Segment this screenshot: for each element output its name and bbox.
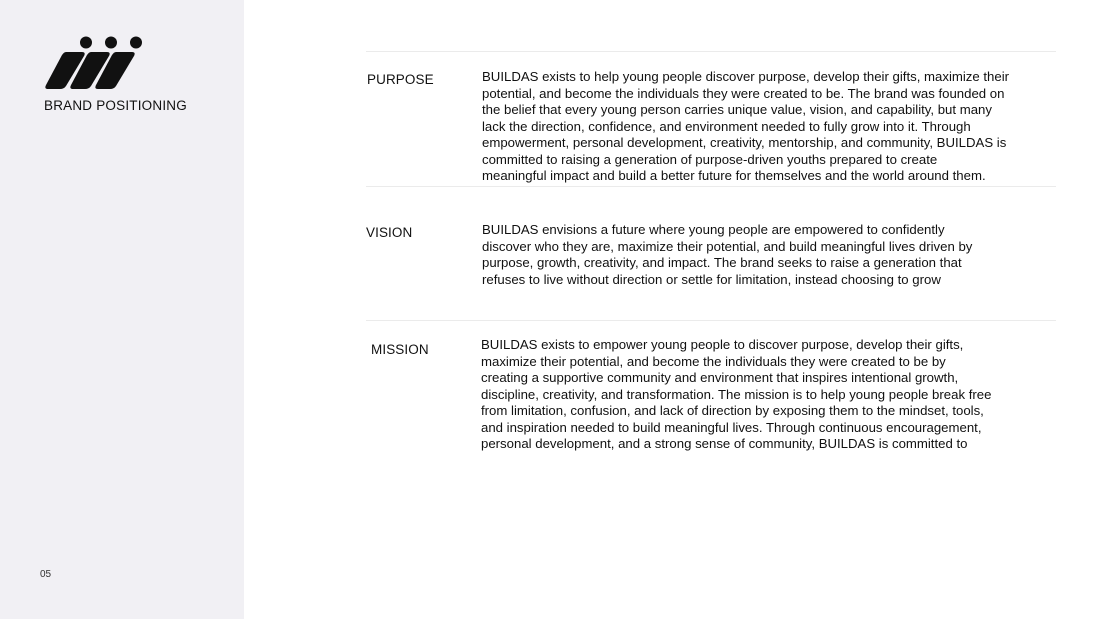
purpose-heading: PURPOSE bbox=[367, 72, 434, 87]
text-line: discover who they are, maximize their potential, and build meaningful lives driven by bbox=[482, 238, 973, 254]
text-line: personal development, and a strong sense of community, BUILDAS is committed to bbox=[481, 436, 968, 451]
text-line: creating a supportive community and environment that inspires intentional growth, bbox=[481, 370, 959, 385]
text-line: BUILDAS exists to empower young people to discover purpose, develop their gifts, bbox=[481, 337, 964, 352]
text-line: from limitation, confusion, and lack of direction by exposing them to the mindset, tools, bbox=[481, 403, 984, 418]
sidebar bbox=[0, 0, 244, 619]
mission-text bbox=[481, 337, 991, 453]
text-line: the belief that every young person carries unique value, vision, and capability, but many bbox=[482, 102, 992, 117]
page-number: 05 bbox=[40, 569, 52, 580]
vision-heading: VISION bbox=[366, 225, 413, 240]
text-line: maximize their potential, and become the individuals they were created to be by bbox=[481, 353, 946, 369]
text-line: committed to raising a generation of purpose-driven youths prepared to create bbox=[482, 151, 938, 167]
text-line: BUILDAS exists to help young people discover purpose, develop their gifts, maximize their bbox=[482, 69, 1010, 84]
text-line: and inspiration needed to build meaningful lives. Through continuous encouragement, bbox=[481, 419, 982, 435]
divider bbox=[366, 186, 1056, 187]
divider bbox=[366, 320, 1056, 321]
purpose-text bbox=[482, 69, 1009, 185]
text-line: BUILDAS envisions a future where young people are empowered to confidently bbox=[482, 222, 945, 237]
mission-heading: MISSION bbox=[371, 342, 429, 357]
buildas-logo-icon bbox=[44, 36, 144, 90]
text-line: meaningful impact and build a better future for themselves and the world around them. bbox=[482, 168, 986, 183]
text-line: lack the direction, confidence, and environment needed to fully grow into it. Through bbox=[482, 118, 971, 134]
section-title: BRAND POSITIONING bbox=[44, 98, 187, 113]
text-line: refuses to live without direction or settle for limitation, instead choosing to grow bbox=[482, 271, 941, 287]
text-line: purpose, growth, creativity, and impact. The brand seeks to raise a generation that bbox=[482, 255, 962, 270]
text-line: empowerment, personal development, creativity, mentorship, and community, BUILDAS is bbox=[482, 135, 1007, 150]
vision-text bbox=[482, 222, 972, 288]
text-line: discipline, creativity, and transformation. The mission is to help young people break free bbox=[481, 386, 992, 402]
divider bbox=[366, 51, 1056, 52]
text-line: potential, and become the individuals they were created to be. The brand was founded on bbox=[482, 85, 1005, 101]
